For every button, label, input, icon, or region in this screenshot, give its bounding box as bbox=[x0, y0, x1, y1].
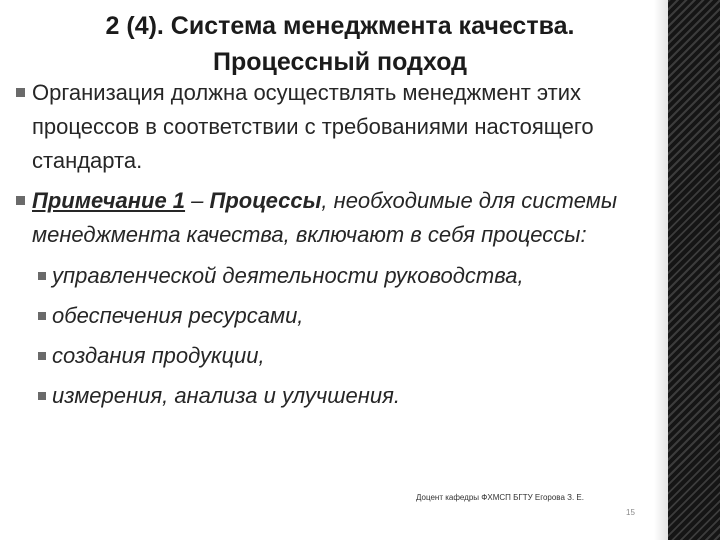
page-number: 15 bbox=[626, 508, 635, 517]
square-bullet-icon bbox=[16, 88, 25, 97]
title-line-1: 2 (4). Система менеджмента качества. bbox=[105, 12, 575, 40]
paragraph-1 bbox=[14, 76, 664, 178]
square-bullet-icon bbox=[16, 196, 25, 205]
square-bullet-icon bbox=[38, 392, 46, 400]
list-item-text: управленческой деятельности руководства, bbox=[52, 263, 524, 288]
decorative-side-strip bbox=[668, 0, 720, 540]
note-label: Примечание 1 bbox=[32, 188, 186, 213]
square-bullet-icon bbox=[38, 312, 46, 320]
list-item bbox=[36, 342, 664, 370]
note-rest-text: , необходимые для системы менеджмента качества, включают в себя процессы: bbox=[32, 188, 618, 247]
list-item-text: измерения, анализа и улучшения. bbox=[52, 383, 400, 408]
slide-title bbox=[40, 8, 640, 80]
paragraph-2 bbox=[14, 184, 664, 252]
process-list bbox=[14, 262, 664, 410]
list-item-text: обеспечения ресурсами, bbox=[52, 303, 304, 328]
footer-author: Доцент кафедры ФХМСП БГТУ Егорова З. Е. bbox=[416, 493, 584, 502]
paragraph-1-text: Организация должна осуществлять менеджмент этих процессов в соответствии с требованиями настоящего стандарта. bbox=[32, 80, 594, 173]
list-item-text: создания продукции, bbox=[52, 343, 265, 368]
slide-content bbox=[14, 76, 664, 422]
note-dash: – bbox=[185, 188, 210, 213]
square-bullet-icon bbox=[38, 272, 46, 280]
title-line-2: Процессный подход bbox=[212, 48, 468, 76]
note-processes-word: Процессы bbox=[209, 188, 322, 213]
list-item bbox=[36, 382, 664, 410]
list-item bbox=[36, 302, 664, 330]
list-item bbox=[36, 262, 664, 290]
square-bullet-icon bbox=[38, 352, 46, 360]
